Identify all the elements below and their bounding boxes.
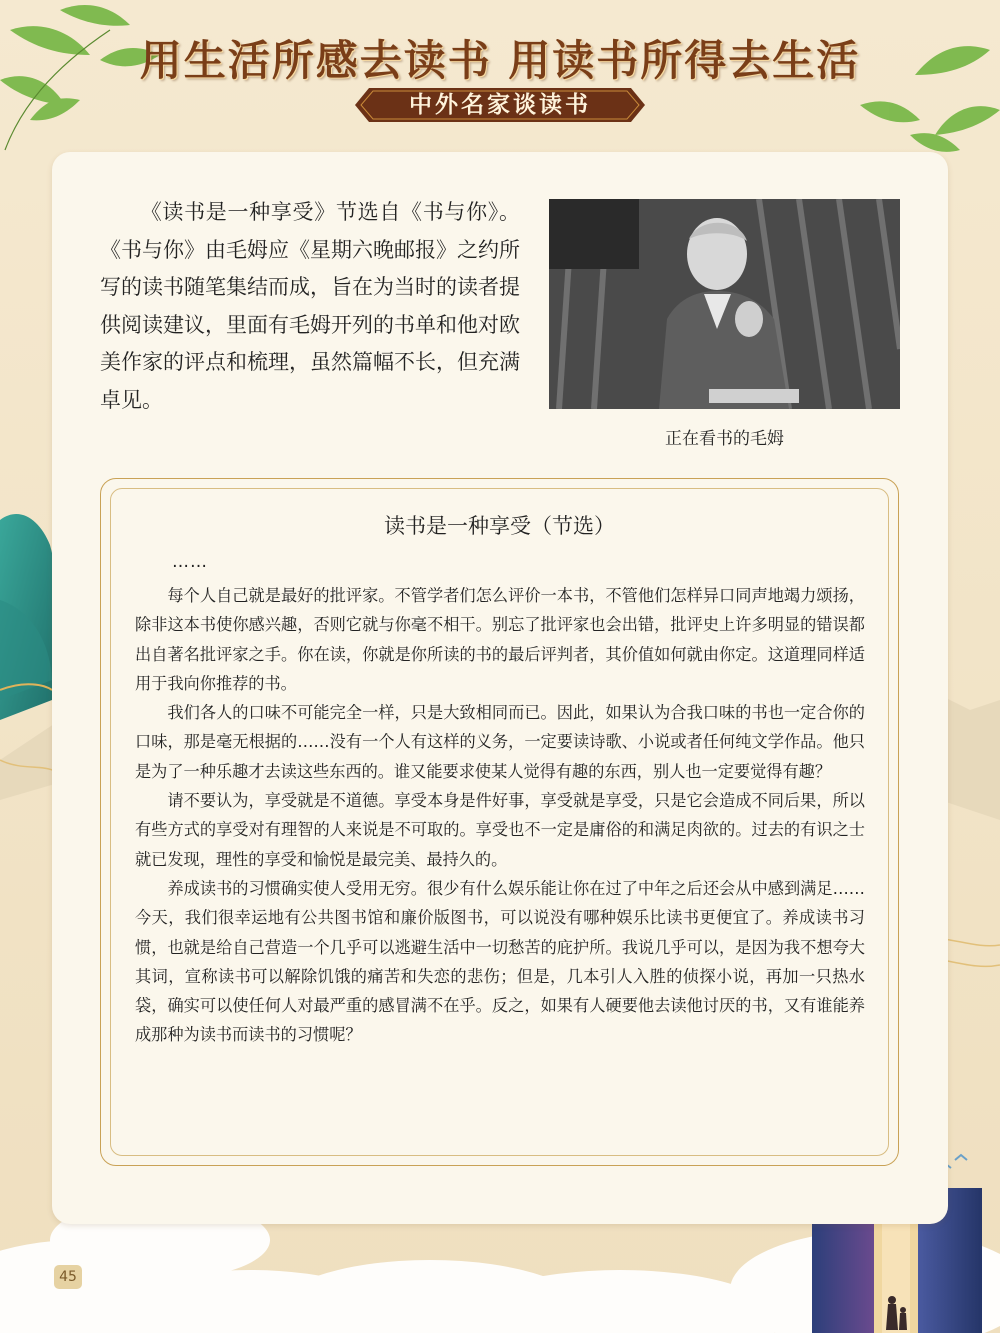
page-subtitle: 中外名家谈读书 [409,91,591,118]
subtitle-ribbon [355,88,645,122]
excerpt-paragraph: 每个人自己就是最好的批评家。不管学者们怎么评价一本书，不管他们怎样异口同声地竭力颂扬，除非这本书使你感兴趣，否则它就与你毫不相干。别忘了批评家也会出错，批评史上许多明显的错误都出自著名批评家之手。你在读，你就是你所读的书的最后评判者，其价值如何就由你定。这道理同样适用于我向你推荐的书。 [135,586,865,693]
page-number: 45 [54,1265,82,1289]
page-title: 用生活所感去读书 用读书所得去生活 [139,36,861,85]
maugham-photo [549,199,900,409]
excerpt-paragraph: 养成读书的习惯确实使人受用无穷。很少有什么娱乐能让你在过了中年之后还会从中感到满足……今天，我们很幸运地有公共图书馆和廉价版图书，可以说没有哪种娱乐比读书更便宜了。养成读书习惯，也就是给自己营造一个几乎可以逃避生活中一切愁苦的庇护所。我说几乎可以，是因为我不想夸大其词，宣称读书可以解除饥饿的痛苦和失恋的悲伤；但是，几本引人入胜的侦探小说，再加一只热水袋，确实可以使任何人对最严重的感冒满不在乎。反之，如果有人硬要他去读他讨厌的书，又有谁能养成那种为读书而读书的习惯呢？ [135,878,865,1045]
intro-text: 《读书是一种享受》节选自《书与你》。《书与你》由毛姆应《星期六晚邮报》之约所写的读书随笔集结而成，旨在为当时的读者提供阅读建议，里面有毛姆开列的书单和他对欧美作家的评点和梳理，虽然篇幅不长，但充满卓见。 [100,200,520,412]
excerpt-ellipsis: …… [172,552,208,572]
intro-paragraph [100,194,520,419]
excerpt-paragraph: 请不要认为，享受就是不道德。享受本身是件好事，享受就是享受，只是它会造成不同后果，所以有些方式的享受对有理智的人来说是不可取的。享受也不一定是庸俗的和满足肉欲的。过去的有识之士就已发现，理性的享受和愉悦是最完美、最持久的。 [135,791,865,869]
excerpt-body [135,581,865,1050]
photo-caption: 正在看书的毛姆 [665,429,784,449]
excerpt-paragraph: 我们各人的口味不可能完全一样，只是大致相同而已。因此，如果认为合我口味的书也一定合你的口味，那是毫无根据的……没有一个人有这样的义务，一定要读诗歌、小说或者任何纯文学作品。他只是为了一种乐趣才去读这些东西的。谁又能要求使某人觉得有趣的东西，别人也一定要觉得有趣？ [135,703,865,781]
excerpt-title: 读书是一种享受（节选） [384,514,615,538]
